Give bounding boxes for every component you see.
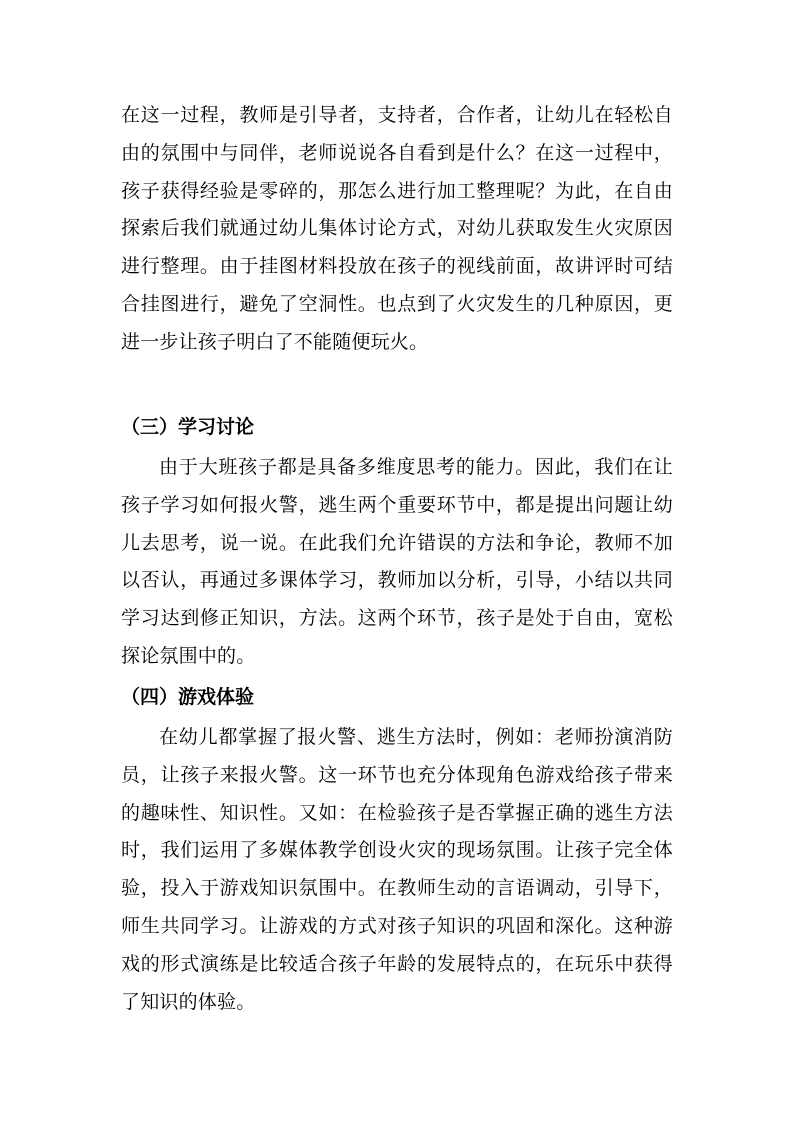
- body-paragraph-2: 由于大班孩子都是具备多维度思考的能力。因此，我们在让孩子学习如何报火警，逃生两个重要环节中，都是提出问题让幼儿去思考，说一说。在此我们允许错误的方法和争论，教师不加以否认，再通过多课体学习，教师加以分析，引导，小结以共同学习达到修正知识，方法。这两个环节，孩子是处于自由，宽松探论氛围中的。: [121, 456, 673, 667]
- body-paragraph-3: 在幼儿都掌握了报火警、逃生方法时，例如：老师扮演消防员，让孩子来报火警。这一环节也充分体现角色游戏给孩子带来的趣味性、知识性。又如：在检验孩子是否掌握正确的逃生方法时，我们运用了多媒体教学创设火灾的现场氛围。让孩子完全体验，投入于游戏知识氛围中。在教师生动的言语调动，引导下，师生共同学习。让游戏的方式对孩子知识的巩固和深化。这种游戏的形式演练是比较适合孩子年龄的发展特点的，在玩乐中获得了知识的体验。: [121, 726, 673, 1013]
- section-heading-4: （四）游戏体验: [121, 686, 255, 708]
- body-paragraph-1: 在这一过程，教师是引导者，支持者，合作者，让幼儿在轻松自由的氛围中与同伴，老师说说各自看到是什么？在这一过程中，孩子获得经验是零碎的，那怎么进行加工整理呢？为此，在自由探索后我们就通过幼儿集体讨论方式，对幼儿获取发生火灾原因进行整理。由于挂图材料投放在孩子的视线前面，故讲评时可结合挂图进行，避免了空洞性。也点到了火灾发生的几种原因，更进一步让孩子明白了不能随便玩火。: [121, 104, 673, 353]
- section-heading-3: （三）学习讨论: [121, 416, 255, 438]
